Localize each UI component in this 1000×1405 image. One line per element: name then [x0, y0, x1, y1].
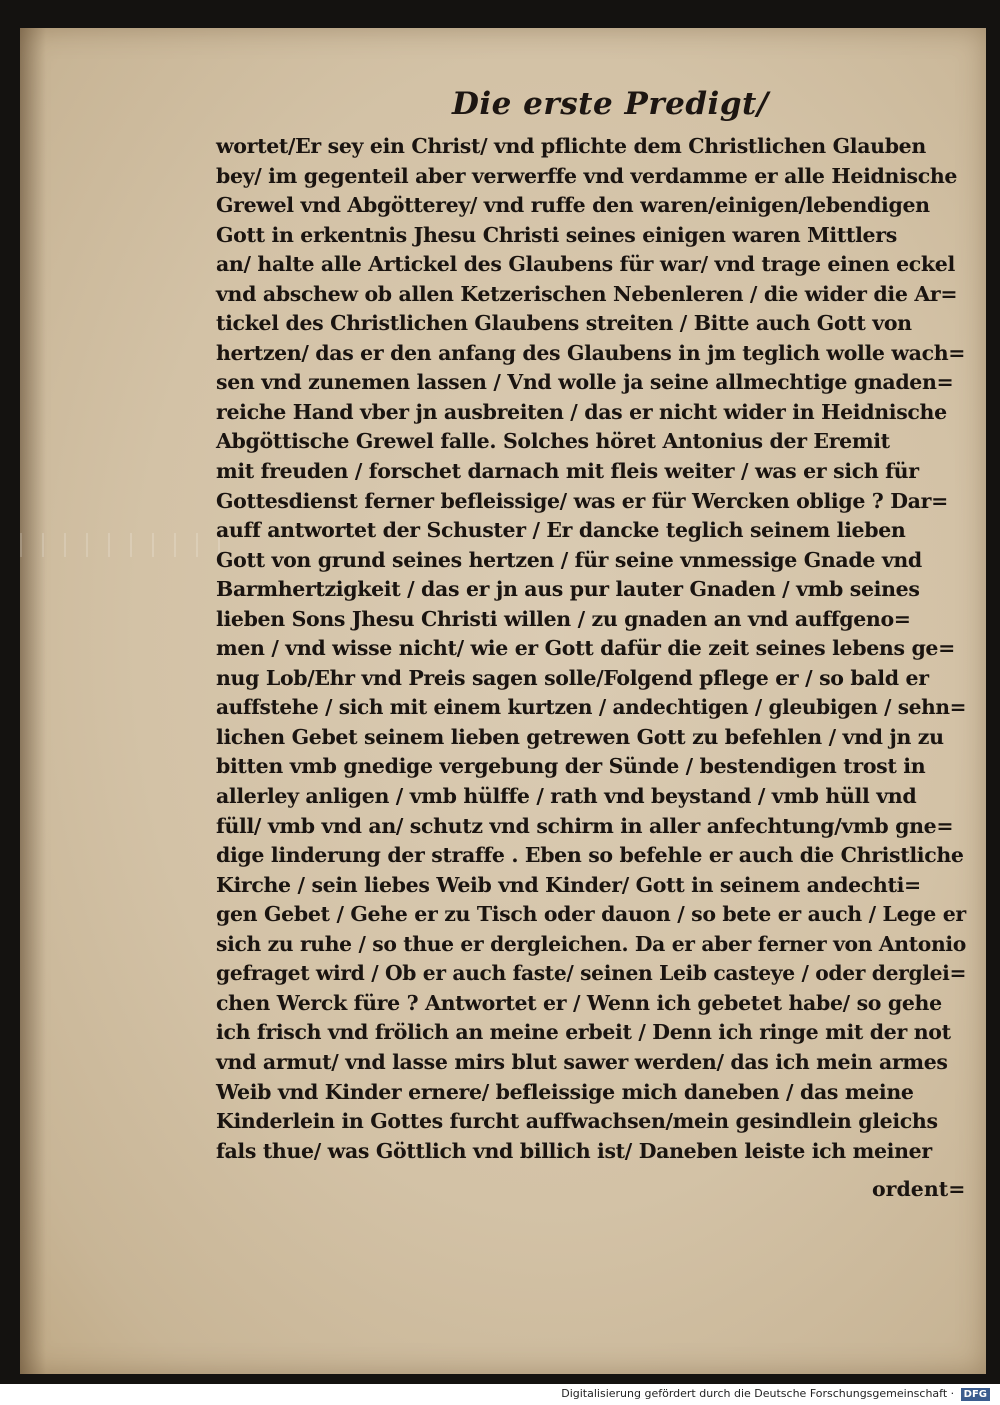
text-line: Abgöttische Grewel falle. Solches höret Antonius der Eremit [216, 429, 890, 454]
text-line: tickel des Christlichen Glaubens streiten / Bitte auch Gott von [216, 311, 912, 336]
text-line: reiche Hand vber jn ausbreiten / das er nicht wider in Heidnische [216, 399, 947, 424]
footer-credit-text: Digitalisierung gefördert durch die Deutsche Forschungsgemeinschaft · [561, 1387, 955, 1400]
digitization-footer [0, 1387, 990, 1401]
text-line: fals thue/ was Göttlich vnd billich ist/ Daneben leiste ich meiner [216, 1138, 932, 1163]
text-line: gefraget wird / Ob er auch faste/ seinen Leib casteye / oder derglei= [216, 961, 967, 986]
text-line: Gott von grund seines hertzen / für seine vnmessige Gnade vnd [216, 547, 922, 572]
text-line: bey/ im gegenteil aber verwerffe vnd verdamme er alle Heidnische [216, 163, 958, 188]
text-line: chen Werck füre ? Antwortet er / Wenn ich gebetet habe/ so gehe [216, 990, 942, 1015]
text-line: allerley anligen / vmb hülffe / rath vnd beystand / vmb hüll vnd [216, 784, 917, 809]
text-line: sich zu ruhe / so thue er dergleichen. Da er aber ferner von Antonio [216, 931, 966, 956]
text-line: Weib vnd Kinder ernere/ befleissige mich daneben / das meine [216, 1079, 914, 1104]
text-line: mit freuden / forschet darnach mit fleis weiter / was er sich für [216, 459, 919, 484]
text-line: Gottesdienst ferner befleissige/ was er für Wercken oblige ? Dar= [216, 488, 948, 513]
text-line: bitten vmb gnedige vergebung der Sünde / bestendigen trost in [216, 754, 926, 779]
dfg-logo-icon[interactable]: DFG [961, 1388, 990, 1401]
text-line: wortet/Er sey ein Christ/ vnd pflichte dem Christlichen Glauben [216, 134, 926, 158]
text-line: lichen Gebet seinem lieben getrewen Gott zu befehlen / vnd jn zu [216, 724, 944, 749]
text-line: Grewel vnd Abgötterey/ vnd ruffe den waren/einigen/lebendigen [216, 193, 930, 218]
page-body-text [216, 132, 966, 1166]
text-line: vnd armut/ vnd lasse mirs blut sawer werden/ das ich mein armes [216, 1049, 948, 1074]
text-line: dige linderung der straffe . Eben so befehle er auch die Christliche [216, 843, 964, 868]
running-header: Die erste Predigt/ [452, 86, 769, 122]
text-line: füll/ vmb vnd an/ schutz vnd schirm in aller anfechtung/vmb gne= [216, 813, 954, 838]
text-line: ich frisch vnd frölich an meine erbeit / Denn ich ringe mit der not [216, 1020, 951, 1045]
text-line: Kirche / sein liebes Weib vnd Kinder/ Gott in seinem andechti= [216, 872, 921, 897]
text-line: gen Gebet / Gehe er zu Tisch oder dauon / so bete er auch / Lege er [216, 902, 966, 927]
text-line: vnd abschew ob allen Ketzerischen Nebenleren / die wider die Ar= [216, 281, 958, 306]
text-line: an/ halte alle Artickel des Glaubens für war/ vnd trage einen eckel [216, 252, 955, 277]
text-line: Barmhertzigkeit / das er jn aus pur lauter Gnaden / vmb seines [216, 577, 920, 602]
text-line: auffstehe / sich mit einem kurtzen / andechtigen / gleubigen / sehn= [216, 695, 967, 720]
text-line: nug Lob/Ehr vnd Preis sagen solle/Folgend pflege er / so bald er [216, 665, 929, 690]
text-line: sen vnd zunemen lassen / Vnd wolle ja seine allmechtige gnaden= [216, 370, 954, 395]
text-line: Kinderlein in Gottes furcht auffwachsen/mein gesindlein gleichs [216, 1109, 938, 1134]
catchword: ordent= [872, 1177, 966, 1201]
text-line: men / vnd wisse nicht/ wie er Gott dafür die zeit seines lebens ge= [216, 636, 955, 661]
binding-stitch-marks [20, 533, 220, 557]
text-line: lieben Sons Jhesu Christi willen / zu gnaden an vnd auffgeno= [216, 606, 911, 631]
text-line: hertzen/ das er den anfang des Glaubens in jm teglich wolle wach= [216, 340, 966, 365]
text-line: auff antwortet der Schuster / Er dancke teglich seinem lieben [216, 518, 906, 543]
text-line: Gott in erkentnis Jhesu Christi seines einigen waren Mittlers [216, 222, 897, 247]
